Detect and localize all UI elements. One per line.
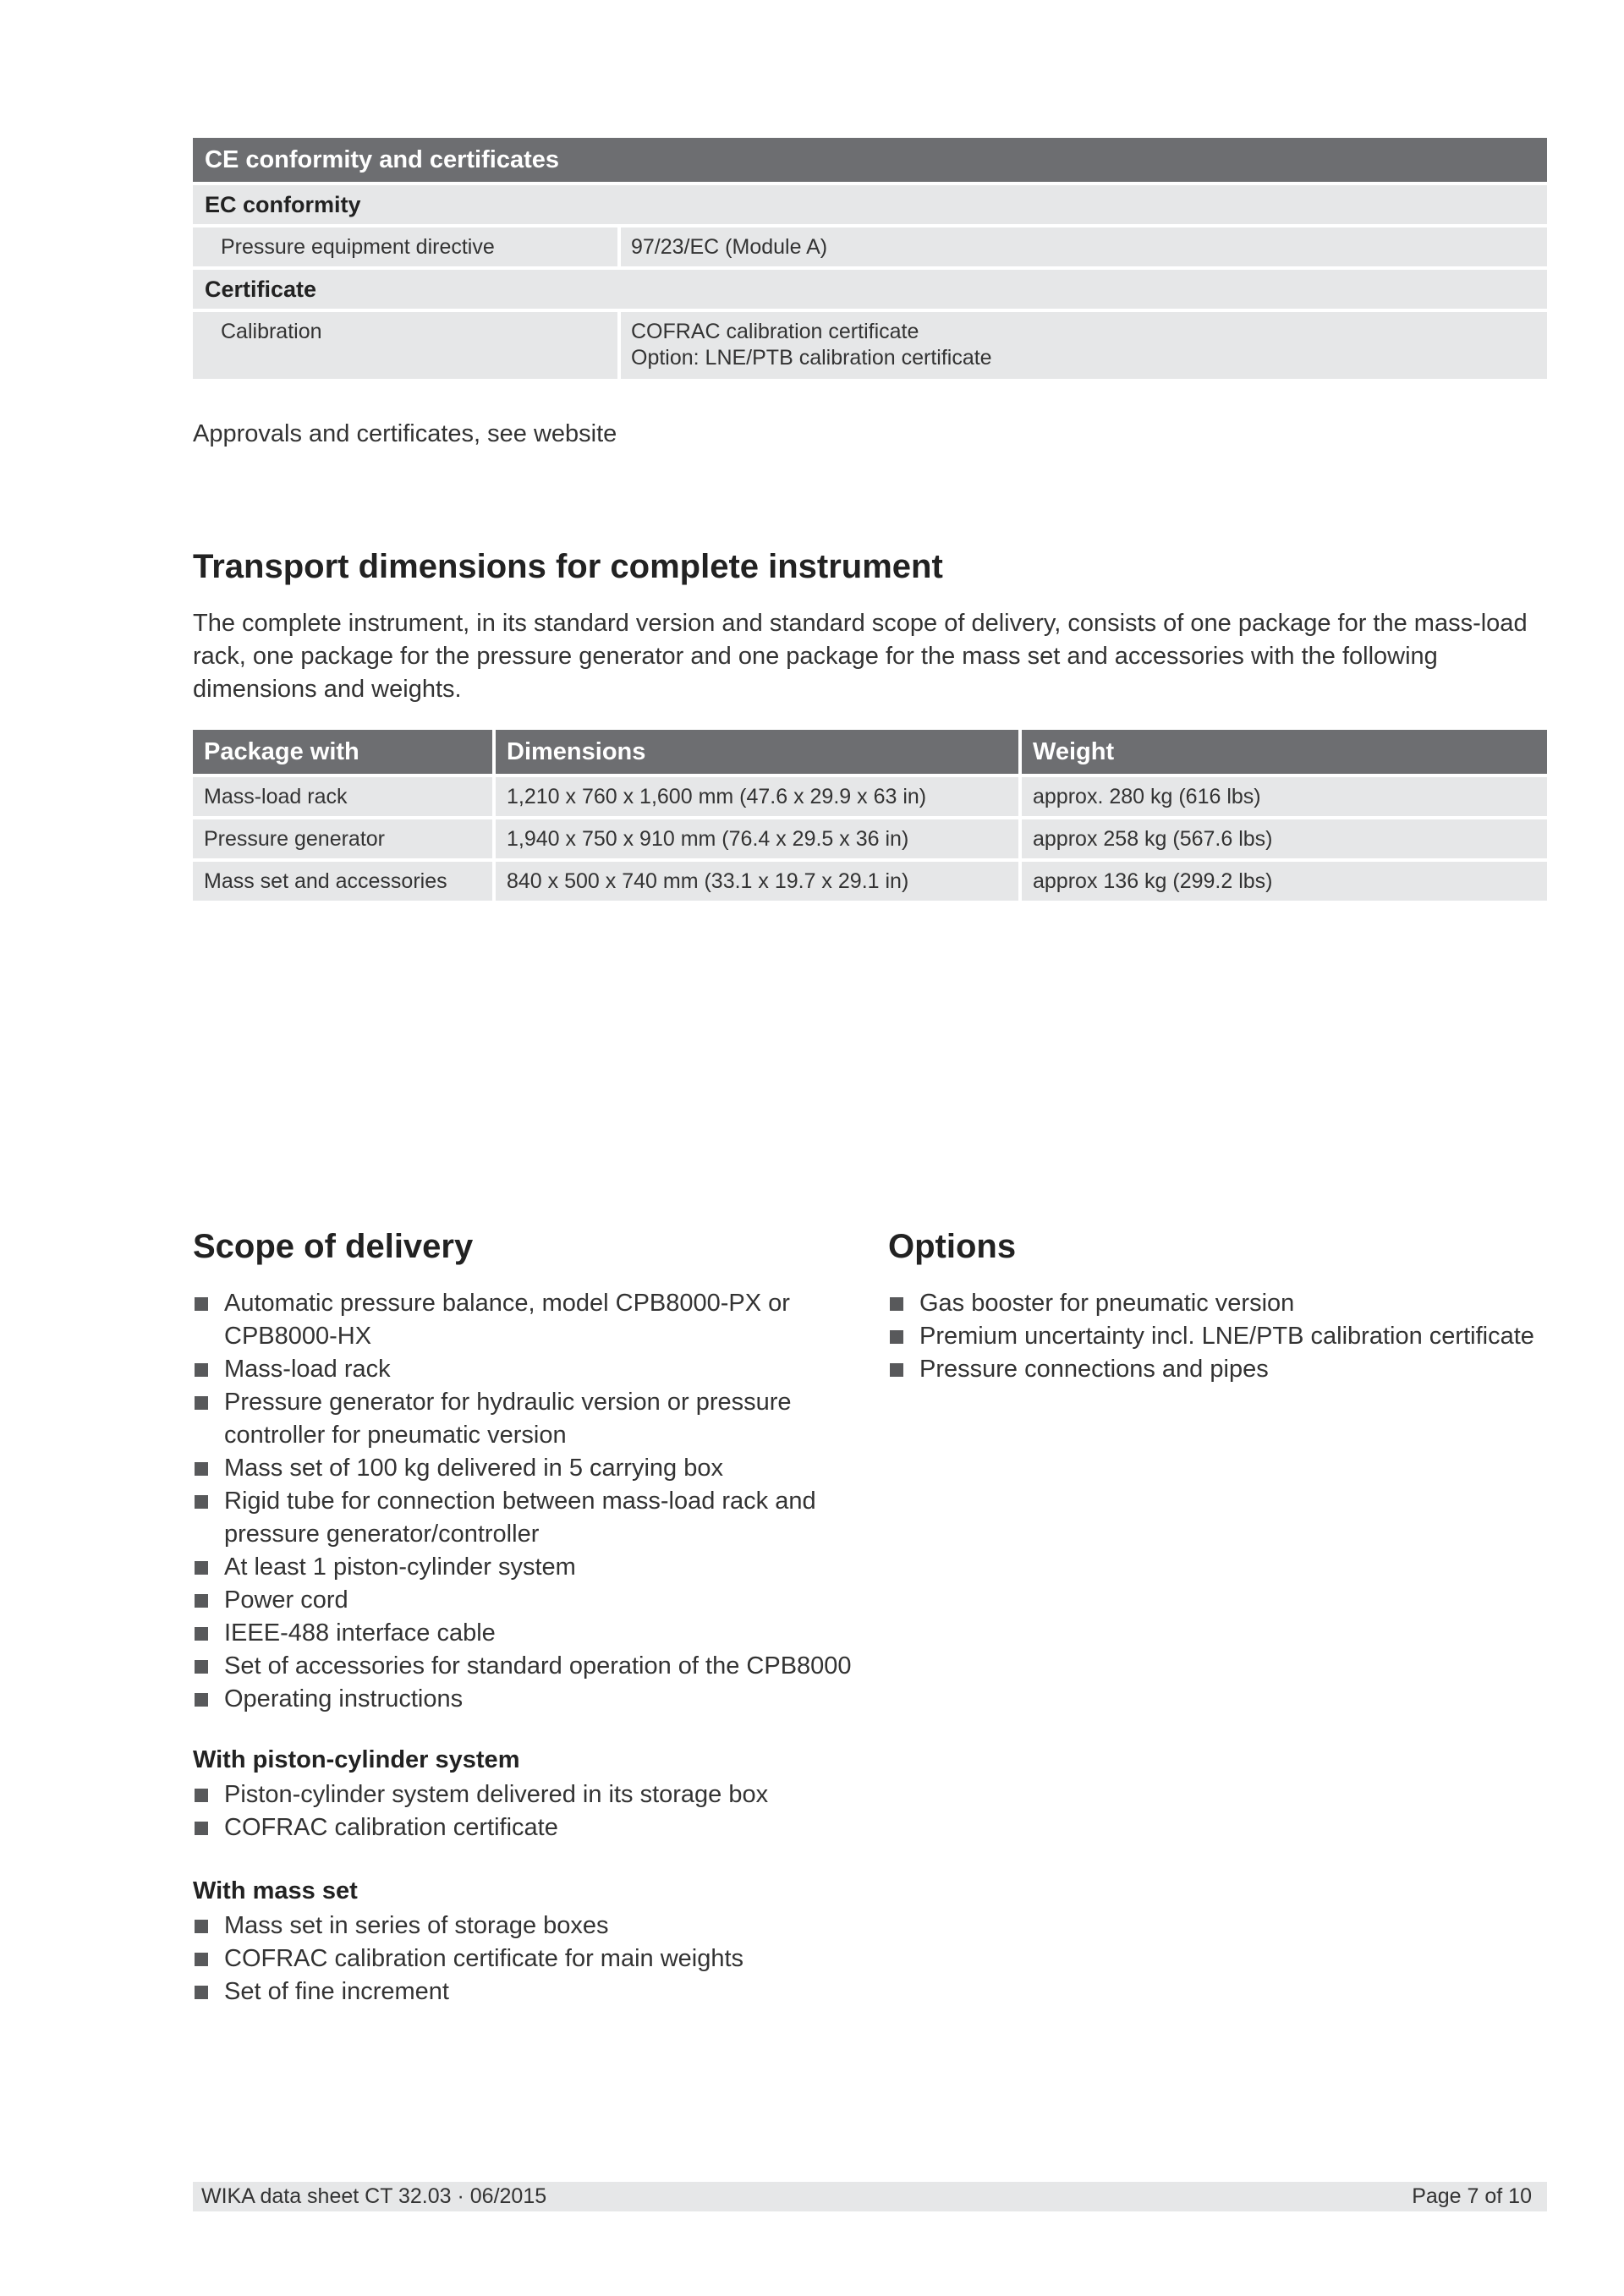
table-cell: Pressure generator [193, 819, 492, 858]
ec-conformity-heading: EC conformity [193, 185, 1547, 224]
certificate-heading: Certificate [193, 270, 1547, 309]
calibration-value-line-1: COFRAC calibration certificate [631, 320, 919, 343]
square-bullet-icon [195, 1561, 208, 1575]
pressure-directive-label: Pressure equipment directive [193, 227, 617, 266]
square-bullet-icon [195, 1297, 208, 1311]
calibration-label: Calibration [193, 312, 617, 379]
piston-cylinder-subtitle: With piston-cylinder system [193, 1746, 520, 1773]
options-list [888, 1287, 1556, 1386]
list-item: Automatic pressure balance, model CPB8000-PX or CPB8000-HX [193, 1287, 853, 1353]
pressure-directive-value: 97/23/EC (Module A) [621, 227, 1547, 266]
column-header-package: Package with [193, 730, 492, 774]
calibration-value [621, 312, 1547, 379]
square-bullet-icon [195, 1660, 208, 1674]
table-cell: 1,940 x 750 x 910 mm (76.4 x 29.5 x 36 in) [496, 819, 1018, 858]
transport-description-line-3: dimensions and weights. [193, 676, 462, 703]
square-bullet-icon [890, 1330, 903, 1344]
mass-set-subtitle: With mass set [193, 1877, 358, 1904]
column-header-weight: Weight [1022, 730, 1547, 774]
table-cell: 1,210 x 760 x 1,600 mm (47.6 x 29.9 x 63 in) [496, 777, 1018, 816]
list-item: Mass set in series of storage boxes [193, 1910, 853, 1943]
square-bullet-icon [195, 1627, 208, 1641]
mass-set-list [193, 1910, 853, 2008]
scope-list [193, 1287, 853, 1716]
square-bullet-icon [195, 1822, 208, 1835]
list-item: Mass set of 100 kg delivered in 5 carrying box [193, 1452, 853, 1485]
footer-page-number: Page 7 of 10 [1412, 2184, 1532, 2208]
list-item: COFRAC calibration certificate for main weights [193, 1943, 853, 1975]
list-item: Pressure generator for hydraulic version or pressure controller for pneumatic version [193, 1386, 853, 1452]
square-bullet-icon [195, 1953, 208, 1966]
piston-cylinder-list [193, 1778, 853, 1844]
list-item: Set of fine increment [193, 1975, 853, 2008]
square-bullet-icon [195, 1789, 208, 1802]
transport-description-line-2: rack, one package for the pressure generator and one package for the mass set and accessories with the following [193, 643, 1438, 670]
square-bullet-icon [890, 1297, 903, 1311]
table-cell: approx 258 kg (567.6 lbs) [1022, 819, 1547, 858]
list-item: Pressure connections and pipes [888, 1353, 1556, 1386]
transport-description [193, 607, 1563, 706]
list-item: IEEE-488 interface cable [193, 1617, 853, 1650]
table-cell: 840 x 500 x 740 mm (33.1 x 19.7 x 29.1 in) [496, 862, 1018, 901]
footer-datasheet-ref: WIKA data sheet CT 32.03 · 06/2015 [201, 2184, 547, 2208]
table-cell: Mass-load rack [193, 777, 492, 816]
list-item: Piston-cylinder system delivered in its storage box [193, 1778, 853, 1811]
page-footer [193, 2182, 1547, 2211]
square-bullet-icon [195, 1693, 208, 1707]
table-cell: approx. 280 kg (616 lbs) [1022, 777, 1547, 816]
table-cell: Mass set and accessories [193, 862, 492, 901]
square-bullet-icon [890, 1363, 903, 1377]
list-item: Gas booster for pneumatic version [888, 1287, 1556, 1320]
transport-title: Transport dimensions for complete instrument [193, 548, 943, 585]
approvals-note: Approvals and certificates, see website [193, 420, 617, 447]
square-bullet-icon [195, 1363, 208, 1377]
table-cell: approx 136 kg (299.2 lbs) [1022, 862, 1547, 901]
square-bullet-icon [195, 1396, 208, 1410]
list-item: Operating instructions [193, 1683, 853, 1716]
square-bullet-icon [195, 1462, 208, 1476]
calibration-value-line-2: Option: LNE/PTB calibration certificate [631, 346, 992, 370]
list-item: Rigid tube for connection between mass-load rack and pressure generator/controller [193, 1485, 853, 1551]
options-title: Options [888, 1228, 1017, 1265]
square-bullet-icon [195, 1986, 208, 1999]
column-header-dimensions: Dimensions [496, 730, 1018, 774]
list-item: At least 1 piston-cylinder system [193, 1551, 853, 1584]
square-bullet-icon [195, 1920, 208, 1933]
list-item: COFRAC calibration certificate [193, 1811, 853, 1844]
ce-table-header: CE conformity and certificates [193, 138, 1547, 182]
list-item: Premium uncertainty incl. LNE/PTB calibration certificate [888, 1320, 1556, 1353]
square-bullet-icon [195, 1495, 208, 1509]
scope-title: Scope of delivery [193, 1228, 474, 1265]
square-bullet-icon [195, 1594, 208, 1608]
list-item: Set of accessories for standard operation of the CPB8000 [193, 1650, 853, 1683]
transport-description-line-1: The complete instrument, in its standard version and standard scope of delivery, consists of one package for the mass-load [193, 610, 1528, 637]
list-item: Mass-load rack [193, 1353, 853, 1386]
list-item: Power cord [193, 1584, 853, 1617]
